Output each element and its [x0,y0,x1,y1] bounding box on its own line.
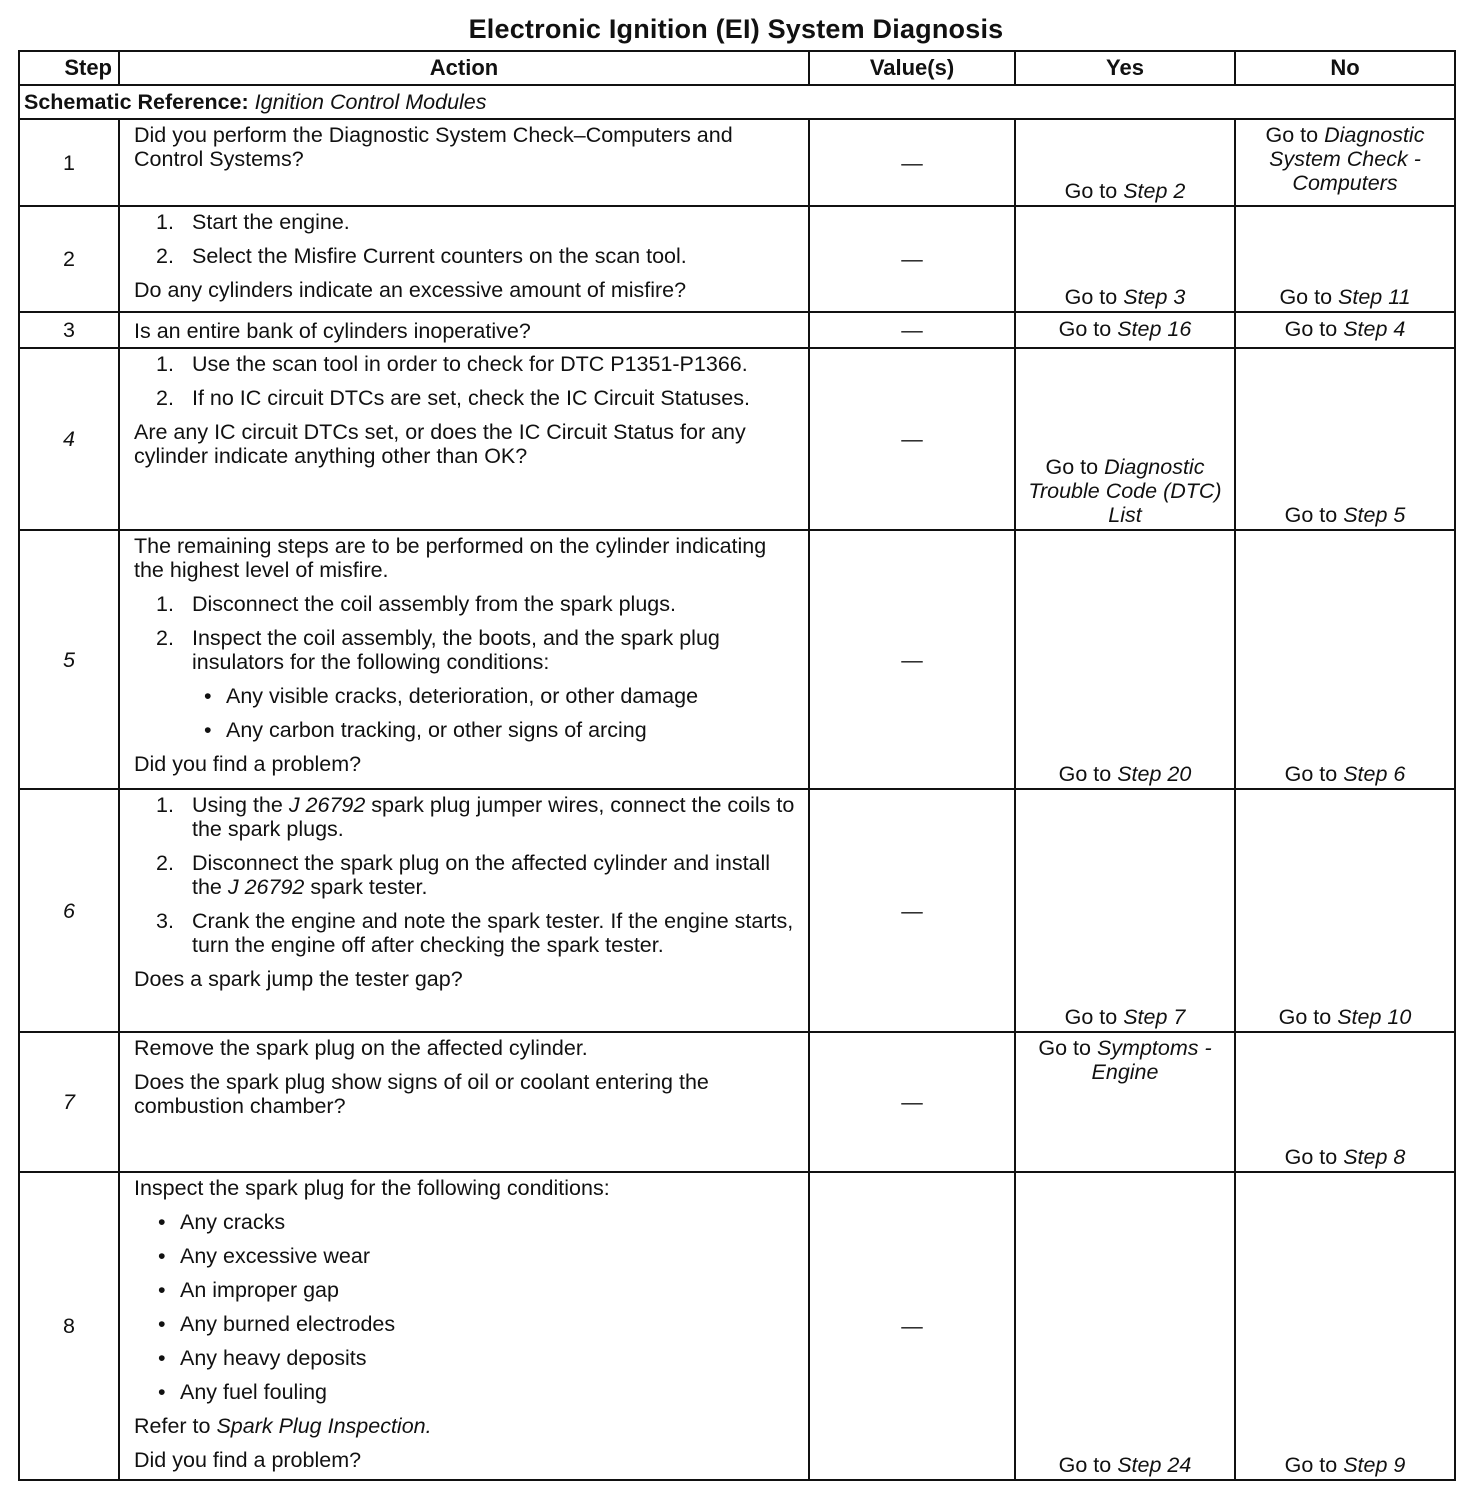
list-item: 1. Use the scan tool in order to check for DTC P1351-P1366. [156,352,748,376]
no-cell [1235,119,1455,206]
col-header-step: Step [19,51,119,85]
list-item: • Any visible cracks, deterioration, or other damage [204,684,699,708]
list-item: 1. Using the J 26792 spark plug jumper wires, connect the coils to the spark plugs. [156,793,795,841]
value-dash: — [901,1314,923,1338]
list-item: • An improper gap [158,1278,339,1302]
value-dash: — [901,318,923,342]
col-header-no: No [1235,51,1455,85]
value-dash: — [901,647,923,672]
no-link[interactable]: Step 6 [1343,762,1406,786]
no-cell: Go to Step 10 [1235,789,1455,1032]
condition-list [134,684,800,742]
no-link[interactable]: Diagnostic System Check - Computers [1269,123,1425,195]
step-number: 8 [19,1172,119,1480]
action-cell [119,1172,809,1480]
value-dash: — [901,1090,923,1114]
list-item: 1. Start the engine. [156,210,350,234]
action-intro: Inspect the spark plug for the following conditions: [134,1176,610,1200]
no-cell: Go to Step 5 [1235,348,1455,530]
col-header-values: Value(s) [809,51,1015,85]
step-number: 3 [19,312,119,348]
tool-reference: J 26792 [288,793,366,817]
col-header-yes: Yes [1015,51,1235,85]
schematic-reference [19,85,1455,119]
value-cell [809,789,1015,1032]
action-cell [119,348,809,530]
list-item: 2. Inspect the coil assembly, the boots, and the spark plug insulators for the following conditions: [156,626,720,674]
no-link[interactable]: Step 11 [1338,285,1411,309]
col-header-action: Action [119,51,809,85]
step-number: 1 [19,119,119,206]
action-text: Did you perform the Diagnostic System Check–Computers and Control Systems? [134,123,733,171]
table-row [19,119,1455,206]
yes-link[interactable]: Step 24 [1117,1453,1192,1477]
yes-link[interactable]: Diagnostic Trouble Code (DTC) List [1028,455,1222,527]
value-cell [809,348,1015,530]
action-cell [119,119,809,206]
action-text: Is an entire bank of cylinders inoperative? [134,318,531,343]
header-row [19,51,1455,85]
action-cell [119,312,809,348]
no-link[interactable]: Step 5 [1343,503,1406,527]
yes-link[interactable]: Step 16 [1117,317,1192,341]
action-cell [119,530,809,789]
step-number: 7 [19,1032,119,1172]
value-cell [809,206,1015,312]
value-cell [809,1172,1015,1480]
action-refer: Refer to Spark Plug Inspection. [134,1414,432,1438]
action-cell [119,789,809,1032]
value-dash: — [901,247,923,271]
yes-link[interactable]: Step 7 [1123,1005,1186,1029]
yes-cell: Go to Step 24 [1015,1172,1235,1480]
value-cell [809,119,1015,206]
step-number: 6 [19,789,119,1032]
value-dash: — [901,898,923,923]
action-cell [119,206,809,312]
value-cell [809,530,1015,789]
list-item: 1. Disconnect the coil assembly from the spark plugs. [156,592,676,616]
action-steps [134,352,800,410]
step-number: 2 [19,206,119,312]
action-steps [134,210,800,268]
action-question: Did you find a problem? [134,752,362,776]
value-dash: — [901,150,923,175]
value-cell [809,1032,1015,1172]
list-item: 2. If no IC circuit DTCs are set, check the IC Circuit Statuses. [156,386,750,410]
action-question: Does the spark plug show signs of oil or coolant entering the combustion chamber? [134,1070,709,1118]
page-title: Electronic Ignition (EI) System Diagnosis [468,14,1004,44]
table-row [19,789,1455,1032]
tool-reference: J 26792 [227,875,305,899]
action-question: Did you find a problem? [134,1448,362,1472]
step-number: 5 [19,530,119,789]
no-link[interactable]: Step 8 [1343,1145,1406,1169]
value-dash: — [901,427,923,451]
table-row [19,530,1455,789]
list-item: • Any cracks [158,1210,286,1234]
action-intro: The remaining steps are to be performed on the cylinder indicating the highest level of misfire. [134,534,767,582]
table-row [19,206,1455,312]
yes-link[interactable]: Symptoms - Engine [1091,1036,1212,1084]
table-row [19,1172,1455,1480]
list-item: • Any carbon tracking, or other signs of arcing [204,718,647,742]
no-cell: Go to Step 6 [1235,530,1455,789]
list-item: • Any fuel fouling [158,1380,328,1404]
no-link[interactable]: Step 9 [1343,1453,1406,1477]
action-question: Do any cylinders indicate an excessive amount of misfire? [134,278,687,302]
table-row [19,1032,1455,1172]
table-row [19,312,1455,348]
no-prefix: Go to [1265,123,1325,147]
table-row [19,348,1455,530]
action-question: Are any IC circuit DTCs set, or does the IC Circuit Status for any cylinder indicate anything other than OK? [134,420,746,468]
no-cell: Go to Step 8 [1235,1032,1455,1172]
list-item: • Any heavy deposits [158,1346,367,1370]
yes-link[interactable]: Step 3 [1123,285,1186,309]
yes-cell: Go to Step 3 [1015,206,1235,312]
list-item: 2. Disconnect the spark plug on the affected cylinder and install the J 26792 spark tester. [156,851,771,899]
value-cell [809,312,1015,348]
yes-prefix: Go to [1064,179,1124,203]
action-steps [134,793,800,957]
step-number: 4 [19,348,119,530]
action-cell [119,1032,809,1172]
list-item: • Any burned electrodes [158,1312,396,1336]
action-question: Does a spark jump the tester gap? [134,967,463,991]
yes-cell: Go to Step 16 [1015,312,1235,348]
schematic-link[interactable]: Ignition Control Modules [254,90,487,114]
no-link[interactable]: Step 4 [1343,317,1406,341]
yes-link[interactable]: Step 2 [1123,179,1186,203]
no-cell: Go to Step 9 [1235,1172,1455,1480]
list-item: 2. Select the Misfire Current counters on the scan tool. [156,244,687,268]
yes-cell: Go to Diagnostic Trouble Code (DTC) List [1015,348,1235,530]
condition-list [134,1210,800,1404]
schematic-row [19,85,1455,119]
refer-link[interactable]: Spark Plug Inspection. [216,1414,432,1438]
diagnosis-table [18,50,1456,1481]
yes-cell: Go to Symptoms - Engine [1015,1032,1235,1172]
yes-link[interactable]: Step 20 [1117,762,1192,786]
no-cell: Go to Step 11 [1235,206,1455,312]
list-item: • Any excessive wear [158,1244,370,1268]
yes-cell: Go to Step 20 [1015,530,1235,789]
no-link[interactable]: Step 10 [1337,1005,1412,1029]
action-intro: Remove the spark plug on the affected cylinder. [134,1036,588,1060]
yes-cell: Go to Step 7 [1015,789,1235,1032]
schematic-label: Schematic Reference: [24,90,249,114]
no-cell: Go to Step 4 [1235,312,1455,348]
yes-cell [1015,119,1235,206]
action-steps [134,592,800,674]
list-item: 3. Crank the engine and note the spark tester. If the engine starts, turn the engine off after checking the spark tester. [156,909,794,957]
